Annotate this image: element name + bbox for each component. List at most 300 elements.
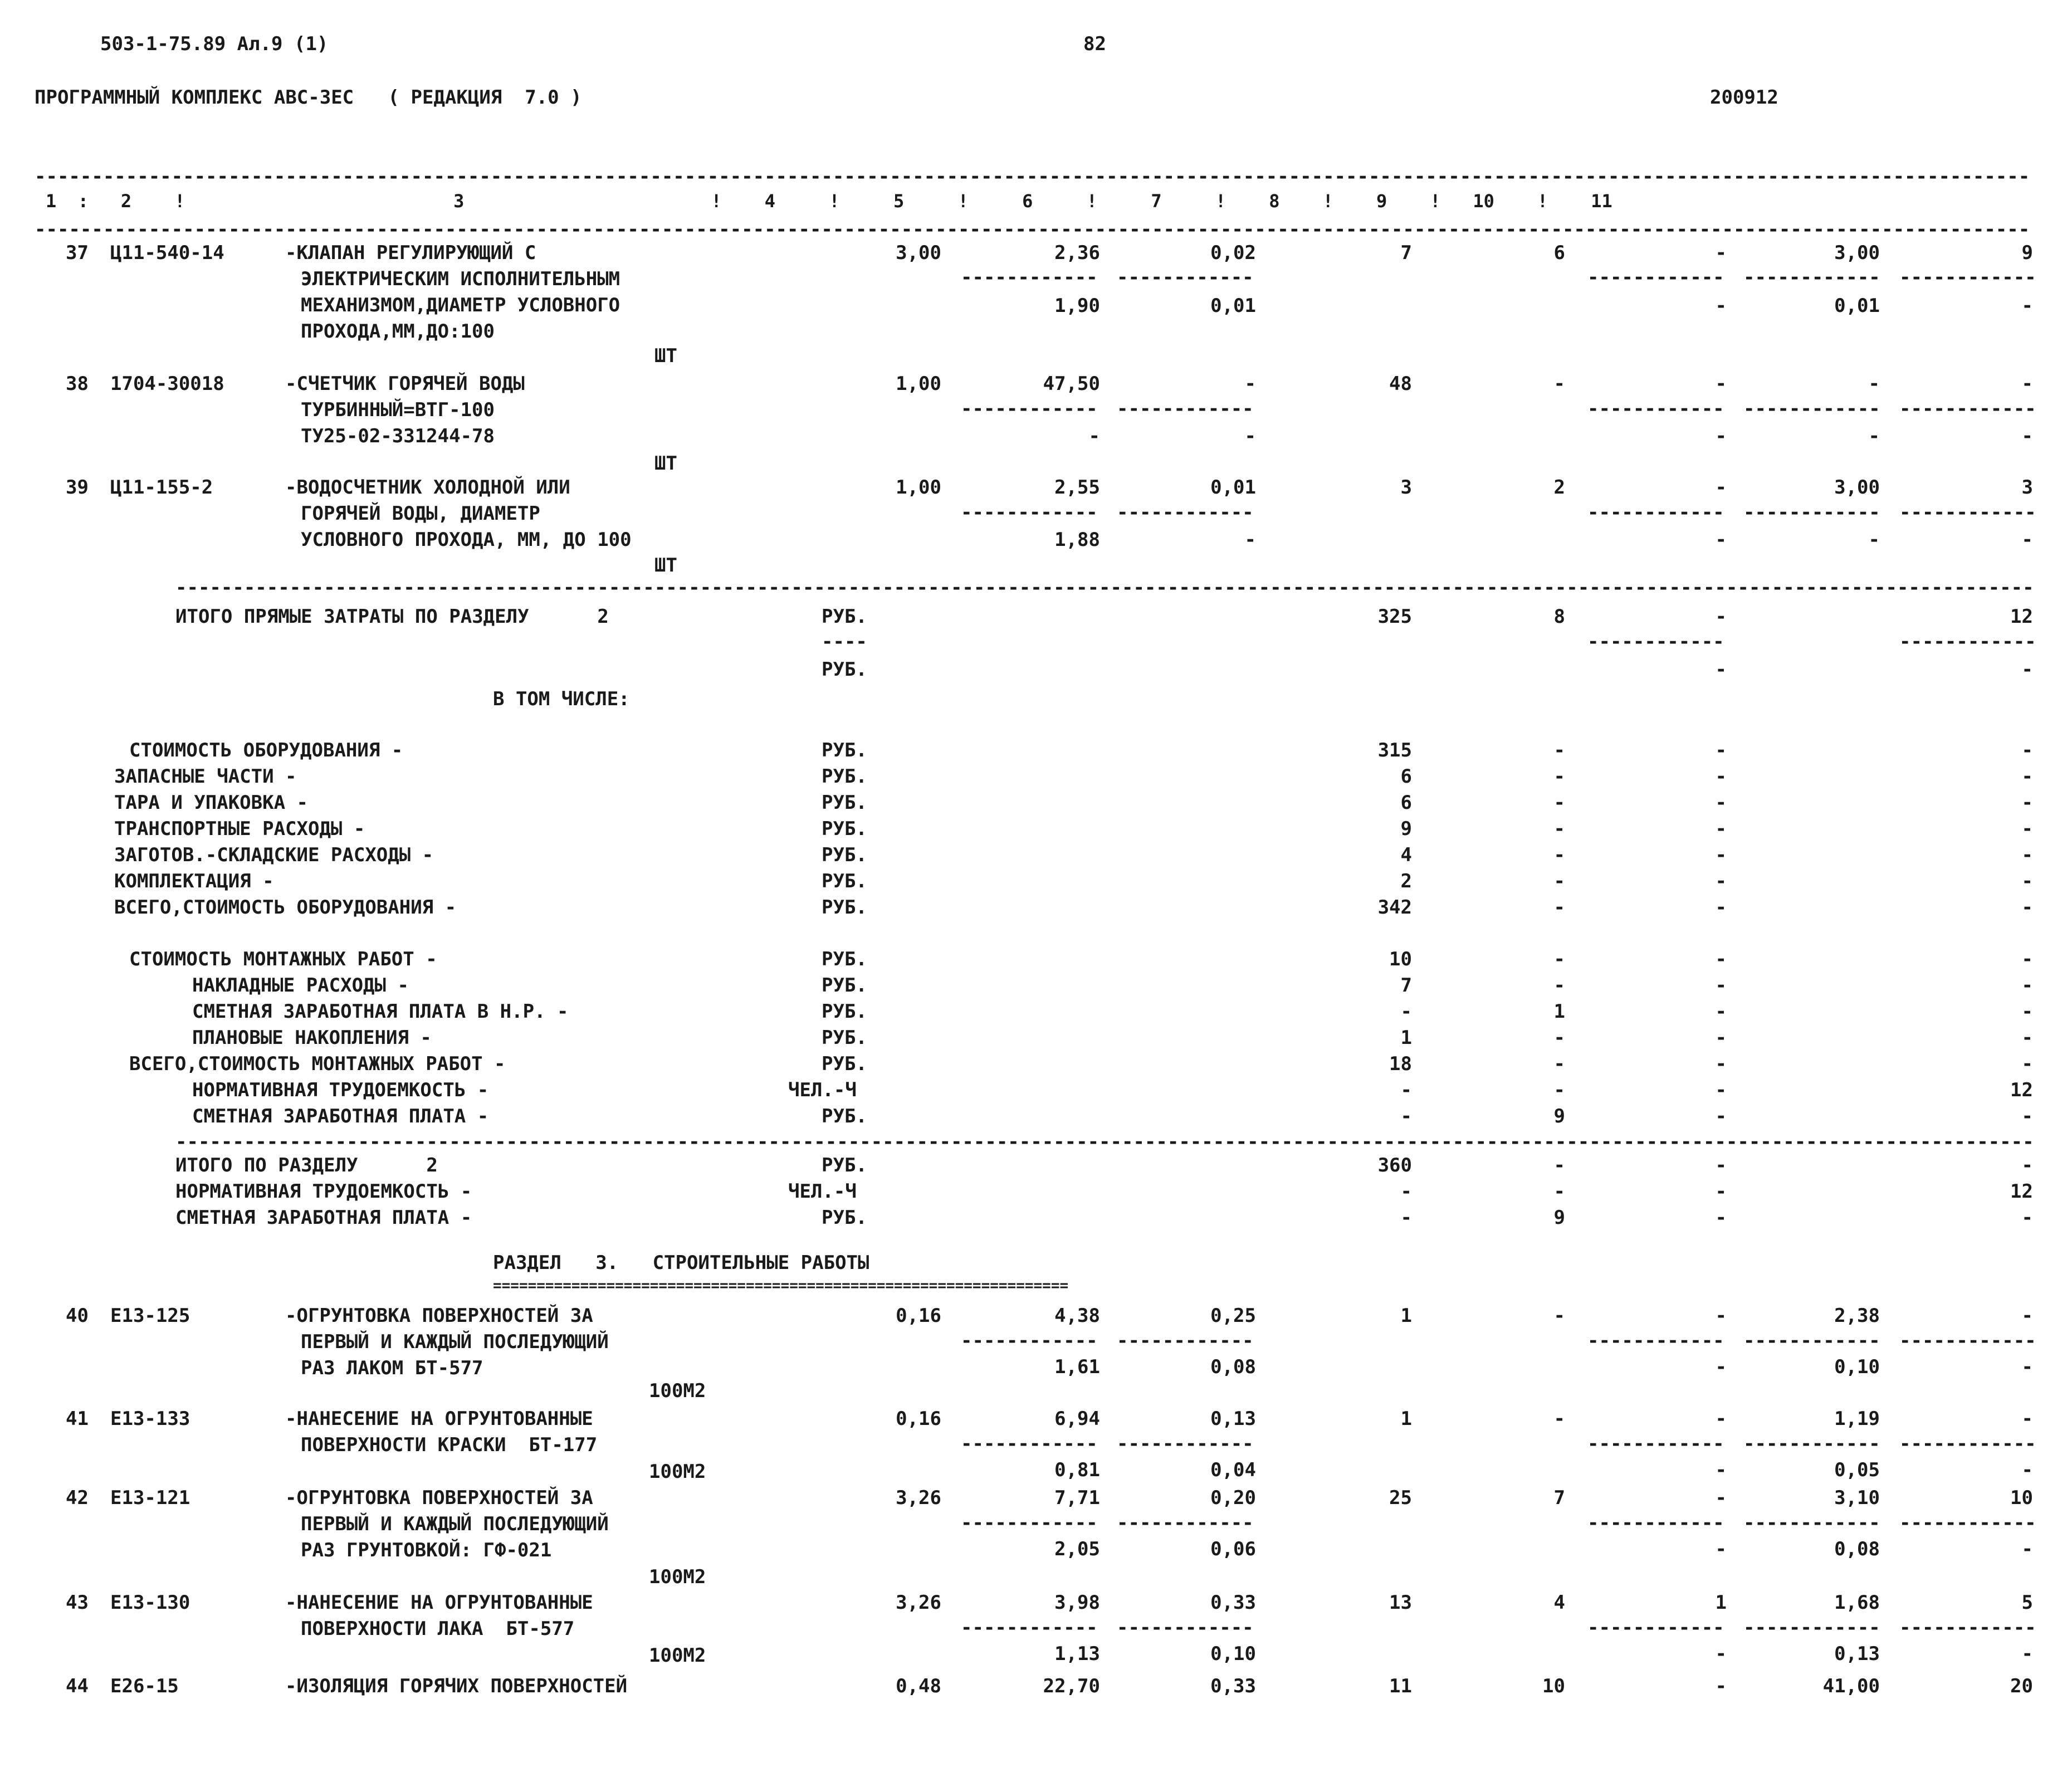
row-39-col9: -	[1715, 476, 1727, 499]
mounting-line-label: СТОИМОСТЬ МОНТАЖНЫХ РАБОТ -	[129, 948, 437, 970]
row-43-number: 43	[66, 1592, 89, 1614]
row-39-description-line: ГОРЯЧЕЙ ВОДЫ, ДИАМЕТР	[301, 502, 540, 525]
row-42-total-labor: 7	[1553, 1487, 1565, 1509]
row-43-col10: 1,68	[1834, 1592, 1880, 1614]
row-39-unit: ШТ	[654, 554, 677, 577]
total-direct-labor: 8	[1553, 606, 1565, 628]
row-43-labor-price: 0,33	[1210, 1592, 1256, 1614]
mounting-line-total: -	[1400, 1000, 1412, 1023]
equipment-line-col9: -	[1715, 792, 1727, 814]
row-40-rule-c10: ------------	[1743, 1330, 1880, 1352]
row-37-rule-c9: ------------	[1587, 266, 1724, 289]
row-38-col11-2: -	[2021, 425, 2033, 447]
section-total-line-col9: -	[1715, 1180, 1727, 1203]
row-42-description-line: -ОГРУНТОВКА ПОВЕРХНОСТЕЙ ЗА	[285, 1487, 593, 1509]
row-40-rule-c6: ------------	[1117, 1330, 1254, 1352]
row-40-col10: 2,38	[1834, 1305, 1880, 1327]
row-40-description-line: ПЕРВЫЙ И КАЖДЫЙ ПОСЛЕДУЮЩИЙ	[301, 1331, 609, 1353]
row-38-col10: -	[1868, 373, 1880, 395]
mounting-line-col11: -	[2021, 974, 2033, 997]
equipment-line-unit: РУБ.	[822, 739, 867, 761]
row-38-col9-2: -	[1715, 425, 1727, 447]
mounting-line-labor: -	[1553, 1079, 1565, 1101]
row-40-number: 40	[66, 1305, 89, 1327]
equipment-line-col11: -	[2021, 870, 2033, 892]
section-total-line-total: -	[1400, 1180, 1412, 1203]
row-42-quantity: 3,26	[896, 1487, 941, 1509]
row-39-unit-price-2: 1,88	[1054, 529, 1100, 551]
equipment-line-col9: -	[1715, 896, 1727, 919]
row-43-col11-2: -	[2021, 1643, 2033, 1665]
section-total-line-col9: -	[1715, 1207, 1727, 1229]
mounting-line-total: 10	[1389, 948, 1412, 970]
row-43-unit-price-2: 1,13	[1054, 1643, 1100, 1665]
row-37-unit-price: 2,36	[1054, 242, 1100, 264]
total-direct-sub-rule-c11: ------------	[1899, 631, 2036, 653]
row-40-col11-2: -	[2021, 1356, 2033, 1378]
row-42-labor-price-2: 0,06	[1210, 1538, 1256, 1560]
total-direct-sub-rule-c9: ------------	[1587, 631, 1724, 653]
mounting-line-col9: -	[1715, 1079, 1727, 1101]
row-42-labor-price: 0,20	[1210, 1487, 1256, 1509]
row-40-col9-2: -	[1715, 1356, 1727, 1378]
row-40-unit-price-2: 1,61	[1054, 1356, 1100, 1378]
equipment-line-col11: -	[2021, 818, 2033, 840]
row-40-col9: -	[1715, 1305, 1727, 1327]
row-42-total: 25	[1389, 1487, 1412, 1509]
row-43-col9: 1	[1715, 1592, 1727, 1614]
row-37-code: Ц11-540-14	[110, 242, 224, 264]
row-44-total-labor: 10	[1542, 1675, 1565, 1697]
row-40-rule-c9: ------------	[1587, 1330, 1724, 1352]
row-42-unit-price: 7,71	[1054, 1487, 1100, 1509]
row-37-col10-2: 0,01	[1834, 295, 1880, 317]
row-38-code: 1704-30018	[110, 373, 224, 395]
row-41-rule-c11: ------------	[1899, 1433, 2036, 1455]
row-41-total-labor: -	[1553, 1408, 1565, 1430]
row-43-rule-c6: ------------	[1117, 1617, 1254, 1639]
equipment-line-label: КОМПЛЕКТАЦИЯ -	[114, 870, 274, 892]
section-total-rule: -------------------------------------------------------------------------------------------------------------------------------------------------------------------	[175, 1131, 2034, 1153]
mounting-line-col9: -	[1715, 1105, 1727, 1127]
equipment-line-total: 342	[1377, 896, 1412, 919]
mounting-line-total: 18	[1389, 1053, 1412, 1075]
equipment-line-total: 2	[1400, 870, 1412, 892]
section-total-line-total: -	[1400, 1207, 1412, 1229]
mounting-line-col11: -	[2021, 1105, 2033, 1127]
equipment-line-label: ЗАГОТОВ.-СКЛАДСКИЕ РАСХОДЫ -	[114, 844, 434, 866]
row-37-description-line: ЭЛЕКТРИЧЕСКИМ ИСПОЛНИТЕЛЬНЫМ	[301, 268, 620, 290]
total-direct-col9-2: -	[1715, 658, 1727, 681]
row-38-unit: ШТ	[654, 452, 677, 475]
equipment-line-col9: -	[1715, 765, 1727, 788]
row-40-total-labor: -	[1553, 1305, 1565, 1327]
mounting-line-label: ВСЕГО,СТОИМОСТЬ МОНТАЖНЫХ РАБОТ -	[129, 1053, 506, 1075]
row-42-rule-c9: ------------	[1587, 1512, 1724, 1534]
row-42-col11: 10	[2010, 1487, 2033, 1509]
mounting-line-label: ПЛАНОВЫЕ НАКОПЛЕНИЯ -	[192, 1027, 432, 1049]
row-44-col11: 20	[2010, 1675, 2033, 1697]
equipment-line-labor: -	[1553, 739, 1565, 761]
row-40-labor-price: 0,25	[1210, 1305, 1256, 1327]
equipment-line-col11: -	[2021, 844, 2033, 866]
section-total-line-labor: -	[1553, 1154, 1565, 1176]
equipment-line-col11: -	[2021, 739, 2033, 761]
equipment-line-label: ЗАПАСНЫЕ ЧАСТИ -	[114, 765, 297, 788]
program-code: 200912	[1710, 86, 1778, 109]
column-header: 1 : 2 ! 3 ! 4 ! 5 ! 6 ! 7 ! 8 ! 9 ! 10 ! 11	[46, 191, 1612, 212]
row-37-col11: 9	[2021, 242, 2033, 264]
row-41-rule-c10: ------------	[1743, 1433, 1880, 1455]
section-3-title-underline: ==================================================================	[493, 1277, 1069, 1294]
row-41-description-line: ПОВЕРХНОСТИ КРАСКИ БТ-177	[301, 1434, 598, 1456]
row-41-col9: -	[1715, 1408, 1727, 1430]
row-42-col10-2: 0,08	[1834, 1538, 1880, 1560]
equipment-line-labor: -	[1553, 870, 1565, 892]
equipment-line-unit: РУБ.	[822, 844, 867, 866]
row-39-labor-price: 0,01	[1210, 476, 1256, 499]
row-38-labor-price-2: -	[1244, 425, 1256, 447]
row-41-col10-2: 0,05	[1834, 1459, 1880, 1481]
row-41-col9-2: -	[1715, 1459, 1727, 1481]
mounting-line-labor: -	[1553, 1027, 1565, 1049]
row-42-rule-c10: ------------	[1743, 1512, 1880, 1534]
row-42-col9-2: -	[1715, 1538, 1727, 1560]
row-42-unit-price-2: 2,05	[1054, 1538, 1100, 1560]
mounting-line-col11: -	[2021, 1027, 2033, 1049]
mounting-line-col9: -	[1715, 1000, 1727, 1023]
row-43-col11: 5	[2021, 1592, 2033, 1614]
row-43-rule-c11: ------------	[1899, 1617, 2036, 1639]
row-37-total: 7	[1400, 242, 1412, 264]
equipment-line-unit: РУБ.	[822, 765, 867, 788]
equipment-line-label: ТРАНСПОРТНЫЕ РАСХОДЫ -	[114, 818, 365, 840]
row-37-labor-price: 0,02	[1210, 242, 1256, 264]
section-total-line-col11: -	[2021, 1207, 2033, 1229]
row-44-total: 11	[1389, 1675, 1412, 1697]
mounting-line-col9: -	[1715, 974, 1727, 997]
row-44-col9: -	[1715, 1675, 1727, 1697]
equipment-line-labor: -	[1553, 792, 1565, 814]
row-41-number: 41	[66, 1408, 89, 1430]
mounting-line-total: 7	[1400, 974, 1412, 997]
mounting-line-label: СМЕТНАЯ ЗАРАБОТНАЯ ПЛАТА В Н.Р. -	[192, 1000, 569, 1023]
row-40-code: Е13-125	[110, 1305, 190, 1327]
equipment-line-col9: -	[1715, 739, 1727, 761]
section-total-line-col11: -	[2021, 1154, 2033, 1176]
row-43-unit: 100М2	[649, 1644, 706, 1667]
mounting-line-unit: РУБ.	[822, 1027, 867, 1049]
row-40-quantity: 0,16	[896, 1305, 941, 1327]
row-40-col11: -	[2021, 1305, 2033, 1327]
section-total-line-labor: 9	[1553, 1207, 1565, 1229]
row-39-col11-2: -	[2021, 529, 2033, 551]
row-43-total-labor: 4	[1553, 1592, 1565, 1614]
mounting-line-labor: -	[1553, 974, 1565, 997]
row-43-rule-c9: ------------	[1587, 1617, 1724, 1639]
mounting-line-unit: РУБ.	[822, 948, 867, 970]
row-37-col10: 3,00	[1834, 242, 1880, 264]
row-38-description-line: ТУРБИННЫЙ=ВТГ-100	[301, 399, 495, 421]
row-41-rule-c5: ------------	[961, 1433, 1098, 1455]
mounting-line-col11: -	[2021, 1053, 2033, 1075]
row-39-rule-c5: ------------	[961, 501, 1098, 524]
row-42-rule-c11: ------------	[1899, 1512, 2036, 1534]
row-38-unit-price: 47,50	[1043, 373, 1100, 395]
total-direct-unit-2: РУБ.	[822, 658, 867, 681]
row-37-col9-2: -	[1715, 295, 1727, 317]
row-41-rule-c9: ------------	[1587, 1433, 1724, 1455]
row-44-number: 44	[66, 1675, 89, 1697]
mounting-line-col9: -	[1715, 1053, 1727, 1075]
mounting-line-labor: 1	[1553, 1000, 1565, 1023]
row-38-rule-c11: ------------	[1899, 398, 2036, 420]
mounting-line-label: НАКЛАДНЫЕ РАСХОДЫ -	[192, 974, 409, 997]
equipment-line-labor: -	[1553, 765, 1565, 788]
row-44-col10: 41,00	[1822, 1675, 1880, 1697]
row-38-col11: -	[2021, 373, 2033, 395]
row-39-col11: 3	[2021, 476, 2033, 499]
row-38-unit-price-2: -	[1088, 425, 1100, 447]
row-40-description-line: -ОГРУНТОВКА ПОВЕРХНОСТЕЙ ЗА	[285, 1305, 593, 1327]
row-38-col10-2: -	[1868, 425, 1880, 447]
row-41-labor-price: 0,13	[1210, 1408, 1256, 1430]
equipment-line-col11: -	[2021, 765, 2033, 788]
mounting-line-unit: РУБ.	[822, 1000, 867, 1023]
row-41-col11-2: -	[2021, 1459, 2033, 1481]
equipment-line-col9: -	[1715, 844, 1727, 866]
row-39-rule-c9: ------------	[1587, 501, 1724, 524]
mounting-line-label: НОРМАТИВНАЯ ТРУДОЕМКОСТЬ -	[192, 1079, 489, 1101]
row-37-rule-c11: ------------	[1899, 266, 2036, 289]
row-42-code: Е13-121	[110, 1487, 190, 1509]
total-direct-col11-2: -	[2021, 658, 2033, 681]
row-39-rule-c11: ------------	[1899, 501, 2036, 524]
row-38-description-line: ТУ25-02-331244-78	[301, 425, 495, 447]
mounting-line-total: 1	[1400, 1027, 1412, 1049]
mounting-line-col9: -	[1715, 1027, 1727, 1049]
row-44-labor-price: 0,33	[1210, 1675, 1256, 1697]
row-38-total-labor: -	[1553, 373, 1565, 395]
mounting-line-labor: 9	[1553, 1105, 1565, 1127]
row-39-col10: 3,00	[1834, 476, 1880, 499]
row-41-rule-c6: ------------	[1117, 1433, 1254, 1455]
row-43-col9-2: -	[1715, 1643, 1727, 1665]
row-38-rule-c5: ------------	[961, 398, 1098, 420]
equipment-line-labor: -	[1553, 818, 1565, 840]
equipment-line-col11: -	[2021, 896, 2033, 919]
row-37-unit-price-2: 1,90	[1054, 295, 1100, 317]
row-39-rule-c6: ------------	[1117, 501, 1254, 524]
row-38-total: 48	[1389, 373, 1412, 395]
equipment-line-labor: -	[1553, 896, 1565, 919]
section-total-line-unit: РУБ.	[822, 1154, 867, 1176]
row-38-description-line: -СЧЕТЧИК ГОРЯЧЕЙ ВОДЫ	[285, 373, 525, 395]
equipment-line-total: 6	[1400, 792, 1412, 814]
row-37-description-line: ПРОХОДА,ММ,ДО:100	[301, 320, 495, 343]
row-43-col10-2: 0,13	[1834, 1643, 1880, 1665]
row-37-number: 37	[66, 242, 89, 264]
row-37-rule-c6: ------------	[1117, 266, 1254, 289]
mounting-line-unit: ЧЕЛ.-Ч	[788, 1079, 857, 1101]
row-43-total: 13	[1389, 1592, 1412, 1614]
row-39-col9-2: -	[1715, 529, 1727, 551]
row-40-col10-2: 0,10	[1834, 1356, 1880, 1378]
row-41-code: Е13-133	[110, 1408, 190, 1430]
equipment-line-total: 315	[1377, 739, 1412, 761]
section-total-line-label: СМЕТНАЯ ЗАРАБОТНАЯ ПЛАТА -	[175, 1207, 472, 1229]
header-rule-bottom: -------------------------------------------------------------------------------------------------------------------------------------------------------------------------------	[35, 218, 2030, 241]
row-37-rule-c5: ------------	[961, 266, 1098, 289]
row-39-code: Ц11-155-2	[110, 476, 213, 499]
section-total-line-col9: -	[1715, 1154, 1727, 1176]
total-direct-rule: -------------------------------------------------------------------------------------------------------------------------------------------------------------------	[175, 577, 2034, 599]
row-38-labor-price: -	[1244, 373, 1256, 395]
equipment-line-label: ВСЕГО,СТОИМОСТЬ ОБОРУДОВАНИЯ -	[114, 896, 457, 919]
doc-code: 503-1-75.89 Ал.9 (1)	[100, 33, 329, 55]
total-direct-total: 325	[1377, 606, 1412, 628]
mounting-line-col11: 12	[2010, 1079, 2033, 1101]
equipment-line-label: ТАРА И УПАКОВКА -	[114, 792, 308, 814]
section-total-line-labor: -	[1553, 1180, 1565, 1203]
section-total-line-label: НОРМАТИВНАЯ ТРУДОЕМКОСТЬ -	[175, 1180, 472, 1203]
row-38-col9: -	[1715, 373, 1727, 395]
row-37-labor-price-2: 0,01	[1210, 295, 1256, 317]
row-39-unit-price: 2,55	[1054, 476, 1100, 499]
row-40-unit-price: 4,38	[1054, 1305, 1100, 1327]
row-44-description-line: -ИЗОЛЯЦИЯ ГОРЯЧИХ ПОВЕРХНОСТЕЙ	[285, 1675, 628, 1697]
row-39-total-labor: 2	[1553, 476, 1565, 499]
row-43-description-line: ПОВЕРХНОСТИ ЛАКА БТ-577	[301, 1618, 575, 1640]
row-43-quantity: 3,26	[896, 1592, 941, 1614]
row-42-description-line: РАЗ ГРУНТОВКОЙ: ГФ-021	[301, 1539, 552, 1561]
equipment-line-total: 6	[1400, 765, 1412, 788]
row-43-rule-c10: ------------	[1743, 1617, 1880, 1639]
row-41-unit-price-2: 0,81	[1054, 1459, 1100, 1481]
row-38-rule-c10: ------------	[1743, 398, 1880, 420]
including-label: В ТОМ ЧИСЛЕ:	[493, 688, 630, 710]
row-38-quantity: 1,00	[896, 373, 941, 395]
row-37-col9: -	[1715, 242, 1727, 264]
row-42-unit: 100М2	[649, 1566, 706, 1588]
row-37-description-line: МЕХАНИЗМОМ,ДИАМЕТР УСЛОВНОГО	[301, 294, 620, 316]
row-40-labor-price-2: 0,08	[1210, 1356, 1256, 1378]
mounting-line-labor: -	[1553, 1053, 1565, 1075]
row-43-labor-price-2: 0,10	[1210, 1643, 1256, 1665]
section-total-line-unit: РУБ.	[822, 1207, 867, 1229]
row-43-rule-c5: ------------	[961, 1617, 1098, 1639]
row-40-unit: 100М2	[649, 1380, 706, 1402]
mounting-line-col11: -	[2021, 1000, 2033, 1023]
row-44-quantity: 0,48	[896, 1675, 941, 1697]
total-direct-col11: 12	[2010, 606, 2033, 628]
equipment-line-col11: -	[2021, 792, 2033, 814]
mounting-line-label: СМЕТНАЯ ЗАРАБОТНАЯ ПЛАТА -	[192, 1105, 489, 1127]
row-40-rule-c11: ------------	[1899, 1330, 2036, 1352]
row-39-description-line: УСЛОВНОГО ПРОХОДА, ММ, ДО 100	[301, 529, 632, 551]
row-37-unit: ШТ	[654, 345, 677, 367]
row-42-col10: 3,10	[1834, 1487, 1880, 1509]
section-total-line-unit: ЧЕЛ.-Ч	[788, 1180, 857, 1203]
mounting-line-col11: -	[2021, 948, 2033, 970]
section-total-line-col11: 12	[2010, 1180, 2033, 1203]
row-41-description-line: -НАНЕСЕНИЕ НА ОГРУНТОВАННЫЕ	[285, 1408, 593, 1430]
row-43-unit-price: 3,98	[1054, 1592, 1100, 1614]
mounting-line-col9: -	[1715, 948, 1727, 970]
row-39-total: 3	[1400, 476, 1412, 499]
mounting-line-total: -	[1400, 1079, 1412, 1101]
mounting-line-total: -	[1400, 1105, 1412, 1127]
row-39-rule-c10: ------------	[1743, 501, 1880, 524]
row-37-rule-c10: ------------	[1743, 266, 1880, 289]
page-number: 82	[1083, 33, 1106, 55]
total-direct-unit: РУБ.	[822, 606, 867, 628]
mounting-line-labor: -	[1553, 948, 1565, 970]
row-41-labor-price-2: 0,04	[1210, 1459, 1256, 1481]
equipment-line-labor: -	[1553, 844, 1565, 866]
row-39-col10-2: -	[1868, 529, 1880, 551]
section-3-title: РАЗДЕЛ 3. СТРОИТЕЛЬНЫЕ РАБОТЫ	[493, 1252, 869, 1274]
row-42-col11-2: -	[2021, 1538, 2033, 1560]
row-41-unit: 100М2	[649, 1461, 706, 1483]
row-39-quantity: 1,00	[896, 476, 941, 499]
section-total-line-total: 360	[1377, 1154, 1412, 1176]
equipment-line-col9: -	[1715, 818, 1727, 840]
equipment-line-unit: РУБ.	[822, 896, 867, 919]
row-43-code: Е13-130	[110, 1592, 190, 1614]
mounting-line-unit: РУБ.	[822, 1105, 867, 1127]
equipment-line-col9: -	[1715, 870, 1727, 892]
mounting-line-unit: РУБ.	[822, 974, 867, 997]
row-42-col9: -	[1715, 1487, 1727, 1509]
section-total-line-label: ИТОГО ПО РАЗДЕЛУ 2	[175, 1154, 438, 1176]
row-41-col11: -	[2021, 1408, 2033, 1430]
row-41-col10: 1,19	[1834, 1408, 1880, 1430]
row-38-rule-c6: ------------	[1117, 398, 1254, 420]
total-direct-unit-underline: ----	[822, 631, 867, 653]
mounting-line-unit: РУБ.	[822, 1053, 867, 1075]
row-38-rule-c9: ------------	[1587, 398, 1724, 420]
row-39-number: 39	[66, 476, 89, 499]
row-37-total-labor: 6	[1553, 242, 1565, 264]
row-37-description-line: -КЛАПАН РЕГУЛИРУЮЩИЙ С	[285, 242, 536, 264]
total-direct-col9: -	[1715, 606, 1727, 628]
row-42-rule-c6: ------------	[1117, 1512, 1254, 1534]
row-41-quantity: 0,16	[896, 1408, 941, 1430]
row-42-rule-c5: ------------	[961, 1512, 1098, 1534]
row-43-description-line: -НАНЕСЕНИЕ НА ОГРУНТОВАННЫЕ	[285, 1592, 593, 1614]
row-37-col11-2: -	[2021, 295, 2033, 317]
row-42-description-line: ПЕРВЫЙ И КАЖДЫЙ ПОСЛЕДУЮЩИЙ	[301, 1513, 609, 1535]
equipment-line-total: 9	[1400, 818, 1412, 840]
row-44-unit-price: 22,70	[1043, 1675, 1100, 1697]
row-38-number: 38	[66, 373, 89, 395]
equipment-line-unit: РУБ.	[822, 818, 867, 840]
equipment-line-unit: РУБ.	[822, 792, 867, 814]
row-37-quantity: 3,00	[896, 242, 941, 264]
row-40-total: 1	[1400, 1305, 1412, 1327]
row-40-rule-c5: ------------	[961, 1330, 1098, 1352]
equipment-line-unit: РУБ.	[822, 870, 867, 892]
header-rule-top: -------------------------------------------------------------------------------------------------------------------------------------------------------------------------------	[35, 165, 2030, 188]
equipment-line-total: 4	[1400, 844, 1412, 866]
row-41-unit-price: 6,94	[1054, 1408, 1100, 1430]
total-direct-label: ИТОГО ПРЯМЫЕ ЗАТРАТЫ ПО РАЗДЕЛУ 2	[175, 606, 609, 628]
equipment-line-label: СТОИМОСТЬ ОБОРУДОВАНИЯ -	[129, 739, 403, 761]
row-42-number: 42	[66, 1487, 89, 1509]
row-39-labor-price-2: -	[1244, 529, 1256, 551]
program-title: ПРОГРАММНЫЙ КОМПЛЕКС АВС-3ЕС ( РЕДАКЦИЯ 7.0 )	[35, 86, 582, 109]
